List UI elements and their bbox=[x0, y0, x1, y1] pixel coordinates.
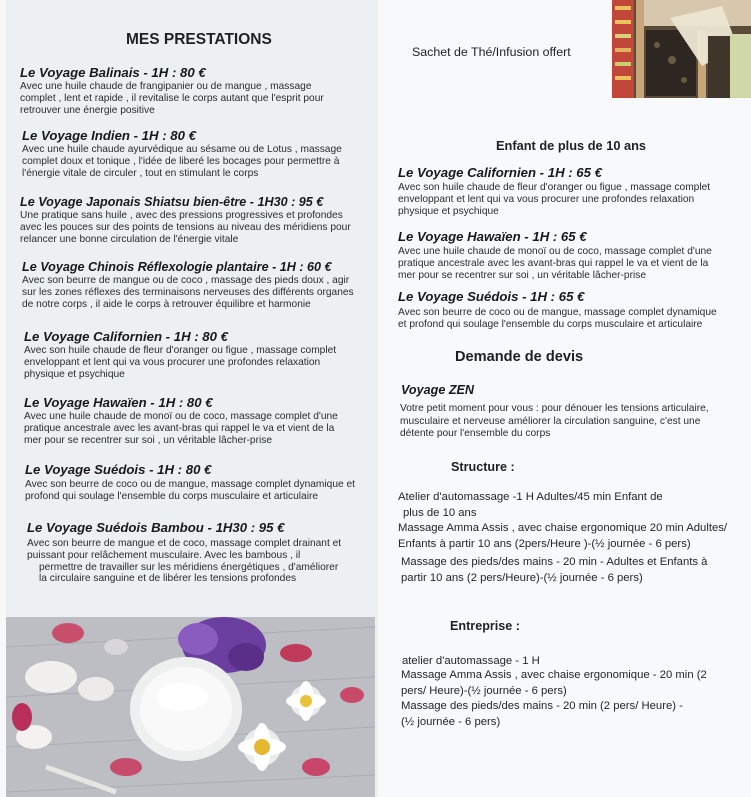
service-description: Avec son beurre de mangue et de coco, massage complet drainant et puissant pour relâchement musculaire. Avec les bambous , il permettre de travailler sur les méridiens énergétiques , d'améliorer la circulaire sanguine et de libérer les tensions profondes bbox=[27, 538, 342, 585]
service-description: Avec son huile chaude de fleur d'oranger ou figue , massage complet enveloppant et lent qui va vous procurer une profondes relaxation physique et psychique bbox=[398, 182, 711, 217]
quote-heading: Demande de devis bbox=[455, 349, 584, 365]
service-description: Une pratique sans huile , avec des pressions progressives et profondes avec les pouces sur des points de tensions au niveau des méridiens pour relancer une bonne circulation de l'énergie vitale bbox=[20, 210, 351, 245]
company-list-2: Massage Amma Assis , avec chaise ergonomique - 20 min (2 pers/ Heure)-(½ journée - 6 pers) Massage des pieds/des mains - 20 min (2 pers/ Heure) - (½ journée - 6 pers) bbox=[401, 669, 707, 728]
service-japonais bbox=[20, 195, 372, 245]
service-hawaien bbox=[24, 395, 374, 446]
service-description: Avec une huile chaude ayurvédique au sésame ou de Lotus , massage complet doux et tonique , l'idée de liberé les bocages pour permettre à l'énergie vitale de circuler , tout en stimulant le corps bbox=[22, 144, 342, 179]
service-suedois bbox=[25, 462, 375, 503]
company-heading: Entreprise : bbox=[450, 619, 520, 633]
service-title: Le Voyage Californien - 1H : 65 € bbox=[398, 165, 602, 180]
structure-heading: Structure : bbox=[451, 460, 515, 474]
zen-title: Voyage ZEN bbox=[401, 383, 475, 397]
service-description: Avec son beurre de coco ou de mangue, massage complet dynamique et profond qui soulage l'ensemble du corps musculaire et articulaire bbox=[398, 307, 717, 330]
service-description: Avec son beurre de mangue ou de coco , massage des pieds doux , agir sur les zones réflexes des terminaisons nerveuses des différents organes de notre corps , il aide le corps à retrouver équilibre et harmonie bbox=[22, 275, 354, 310]
service-description: Avec une huile chaude de monoï ou de coco, massage complet d'une pratique ancestrale avec les avant-bras qui rappel le va et vient de la mer pour se recentrer sur soi , un véritable lâcher-prise bbox=[24, 411, 338, 446]
kids-heading: Enfant de plus de 10 ans bbox=[496, 138, 647, 153]
service-title: Le Voyage Suédois - 1H : 65 € bbox=[398, 289, 585, 304]
structure-list: Atelier d'automassage -1 H Adultes/45 min Enfant de plus de 10 ans Massage Amma Assis , avec chaise ergonomique 20 min Adultes/ Enfants à partir 10 ans (2pers/Heure )-(½ journée - 6 pers) bbox=[398, 491, 728, 550]
service-title: Le Voyage Hawaïen - 1H : 65 € bbox=[398, 229, 587, 244]
service-balinais bbox=[20, 65, 372, 116]
kids-service-suedois bbox=[398, 289, 748, 331]
service-californien bbox=[24, 329, 374, 380]
service-description: Avec une huile chaude de monoï ou de coco, massage complet d'une pratique ancestrale avec les avant-bras qui rappel le va et vient de la mer pour se recentrer sur soi , un véritable lâcher-prise bbox=[398, 246, 712, 281]
service-title: Le Voyage Hawaïen - 1H : 80 € bbox=[24, 395, 213, 410]
service-title: Le Voyage Balinais - 1H : 80 € bbox=[20, 65, 206, 80]
structure-list-2: Massage des pieds/des mains - 20 min - Adultes et Enfants à partir 10 ans (2 pers/Heure)-(½ journée - 6 pers) bbox=[401, 556, 708, 584]
tea-photo bbox=[612, 0, 751, 98]
company-list: atelier d'automassage - 1 H bbox=[402, 655, 540, 667]
service-title: Le Voyage Japonais Shiatsu bien-être - 1H30 : 95 € bbox=[20, 195, 324, 209]
service-title: Le Voyage Indien - 1H : 80 € bbox=[22, 128, 196, 143]
service-title: Le Voyage Suédois - 1H : 80 € bbox=[25, 462, 212, 477]
service-chinois bbox=[22, 260, 374, 310]
service-title: Le Voyage Suédois Bambou - 1H30 : 95 € bbox=[27, 520, 285, 535]
offer-text: Sachet de Thé/Infusion offert bbox=[412, 45, 571, 59]
kids-service-californien bbox=[398, 165, 748, 217]
service-description: Avec son beurre de coco ou de mangue, massage complet dynamique et profond qui soulage l'ensemble du corps musculaire et articulaire bbox=[25, 479, 355, 502]
service-title: Le Voyage Californien - 1H : 80 € bbox=[24, 329, 228, 344]
service-title: Le Voyage Chinois Réflexologie plantaire - 1H : 60 € bbox=[22, 260, 332, 274]
kids-service-hawaien bbox=[398, 229, 748, 281]
service-indien bbox=[22, 128, 374, 179]
service-suedois-bambou bbox=[27, 520, 375, 585]
flowers-cream-photo bbox=[6, 617, 375, 797]
service-description: Avec son huile chaude de fleur d'oranger ou figue , massage complet enveloppant et lent qui va vous procurer une profondes relaxation physique et psychique bbox=[24, 345, 337, 380]
service-description: Avec une huile chaude de frangipanier ou de mangue , massage complet , lent et rapide , il revitalise le corps autant que l'esprit pour retrouver une énergie positive bbox=[20, 81, 324, 116]
zen-description: Votre petit moment pour vous : pour dénouer les tensions articulaire, musculaire et nerveuse améliorer la circulation sanguine, c'est une détente pour l'ensemble du corps bbox=[400, 403, 709, 440]
services-title: MES PRESTATIONS bbox=[126, 31, 272, 48]
